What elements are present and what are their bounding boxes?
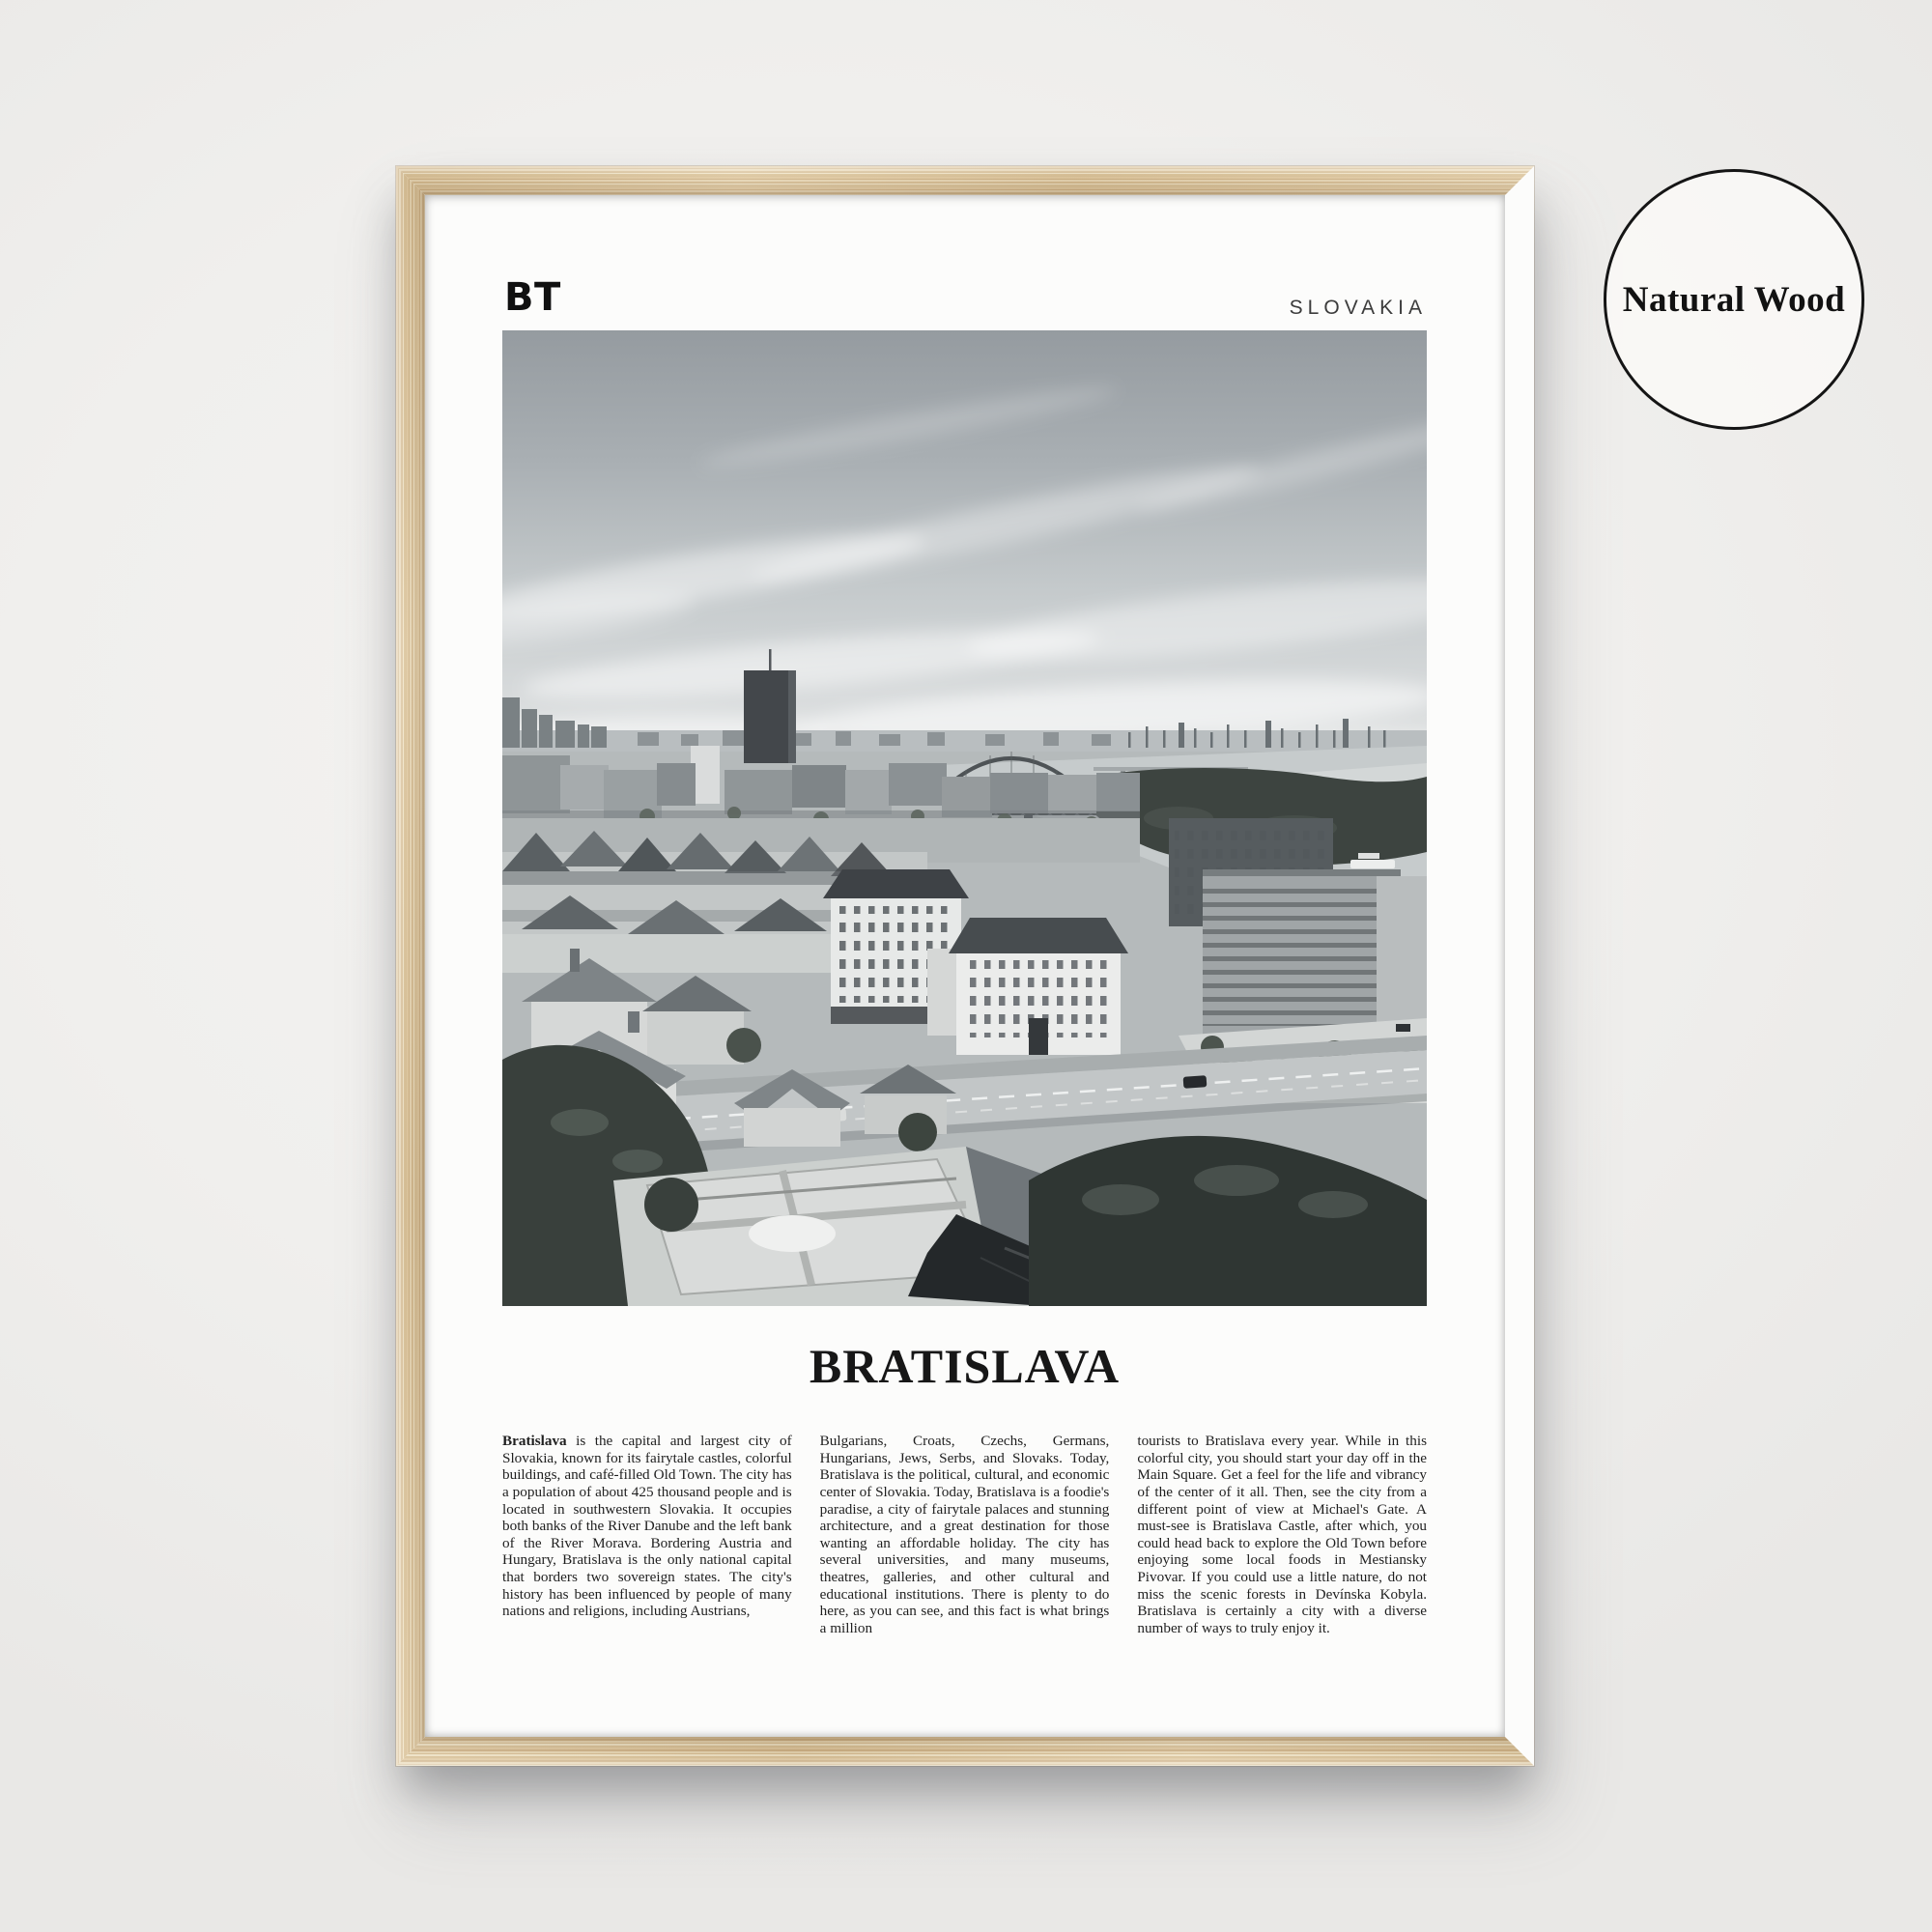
bratislava-photo bbox=[502, 330, 1427, 1306]
article-lead-word: Bratislava bbox=[502, 1433, 567, 1450]
badge-label: Natural Wood bbox=[1622, 279, 1846, 320]
article-column-3: tourists to Bratislava every year. While in this colorful city, you should start your day off in the Main Square. Get a feel for the life and vibrancy of the center of it all. Then, see the city from a different point of view at Michael's Gate. A must-see is Bratislava Castle, after which, you could head back to explore the Old Town before enjoying some local foods in Mestiansky Pivovar. If you could use a little nature, do not miss the scenic forests in Devínska Kobyla. Bratislava is certainly a city with a diverse number of ways to truly enjoy it. bbox=[1137, 1433, 1428, 1636]
article-columns bbox=[502, 1418, 1427, 1652]
poster-logo: BT bbox=[504, 275, 561, 320]
article-column-1: Bratislava is the capital and largest city of Slovakia, known for its fairytale castles, colorful buildings, and café-filled Old Town. The city has a population of about 425 thousand people and is located in southwestern Slovakia. It occupies both banks of the River Danube and the left bank of the River Morava. Bordering Austria and Hungary, Bratislava is the only national capital that borders two sovereign states. The city's history has been influenced by people of many nations and religions, including Austrians, bbox=[502, 1433, 792, 1620]
poster-title: BRATISLAVA bbox=[809, 1339, 1121, 1393]
poster bbox=[425, 195, 1505, 1737]
frame-left-rail bbox=[396, 166, 425, 1766]
frame-right-rail bbox=[1505, 166, 1534, 1766]
wood-frame bbox=[396, 166, 1534, 1766]
country-label: SLOVAKIA bbox=[1289, 297, 1427, 319]
frame-top-rail bbox=[396, 166, 1534, 195]
article-column-2: Bulgarians, Croats, Czechs, Germans, Hungarians, Jews, Serbs, and Slovaks. Today, Bratislava is the political, cultural, and economic center of Slovakia. Today, Bratislava is a foodie's paradise, a city of fairytale palaces and stunning architecture, and a great destination for those wanting an affordable holiday. The city has several universities, and many museums, theatres, galleries, and other cultural and educational institutions. There is plenty to do here, as you can see, and this fact is what brings a million bbox=[819, 1433, 1110, 1636]
natural-wood-badge bbox=[1604, 169, 1864, 430]
frame-bottom-rail bbox=[396, 1737, 1534, 1766]
